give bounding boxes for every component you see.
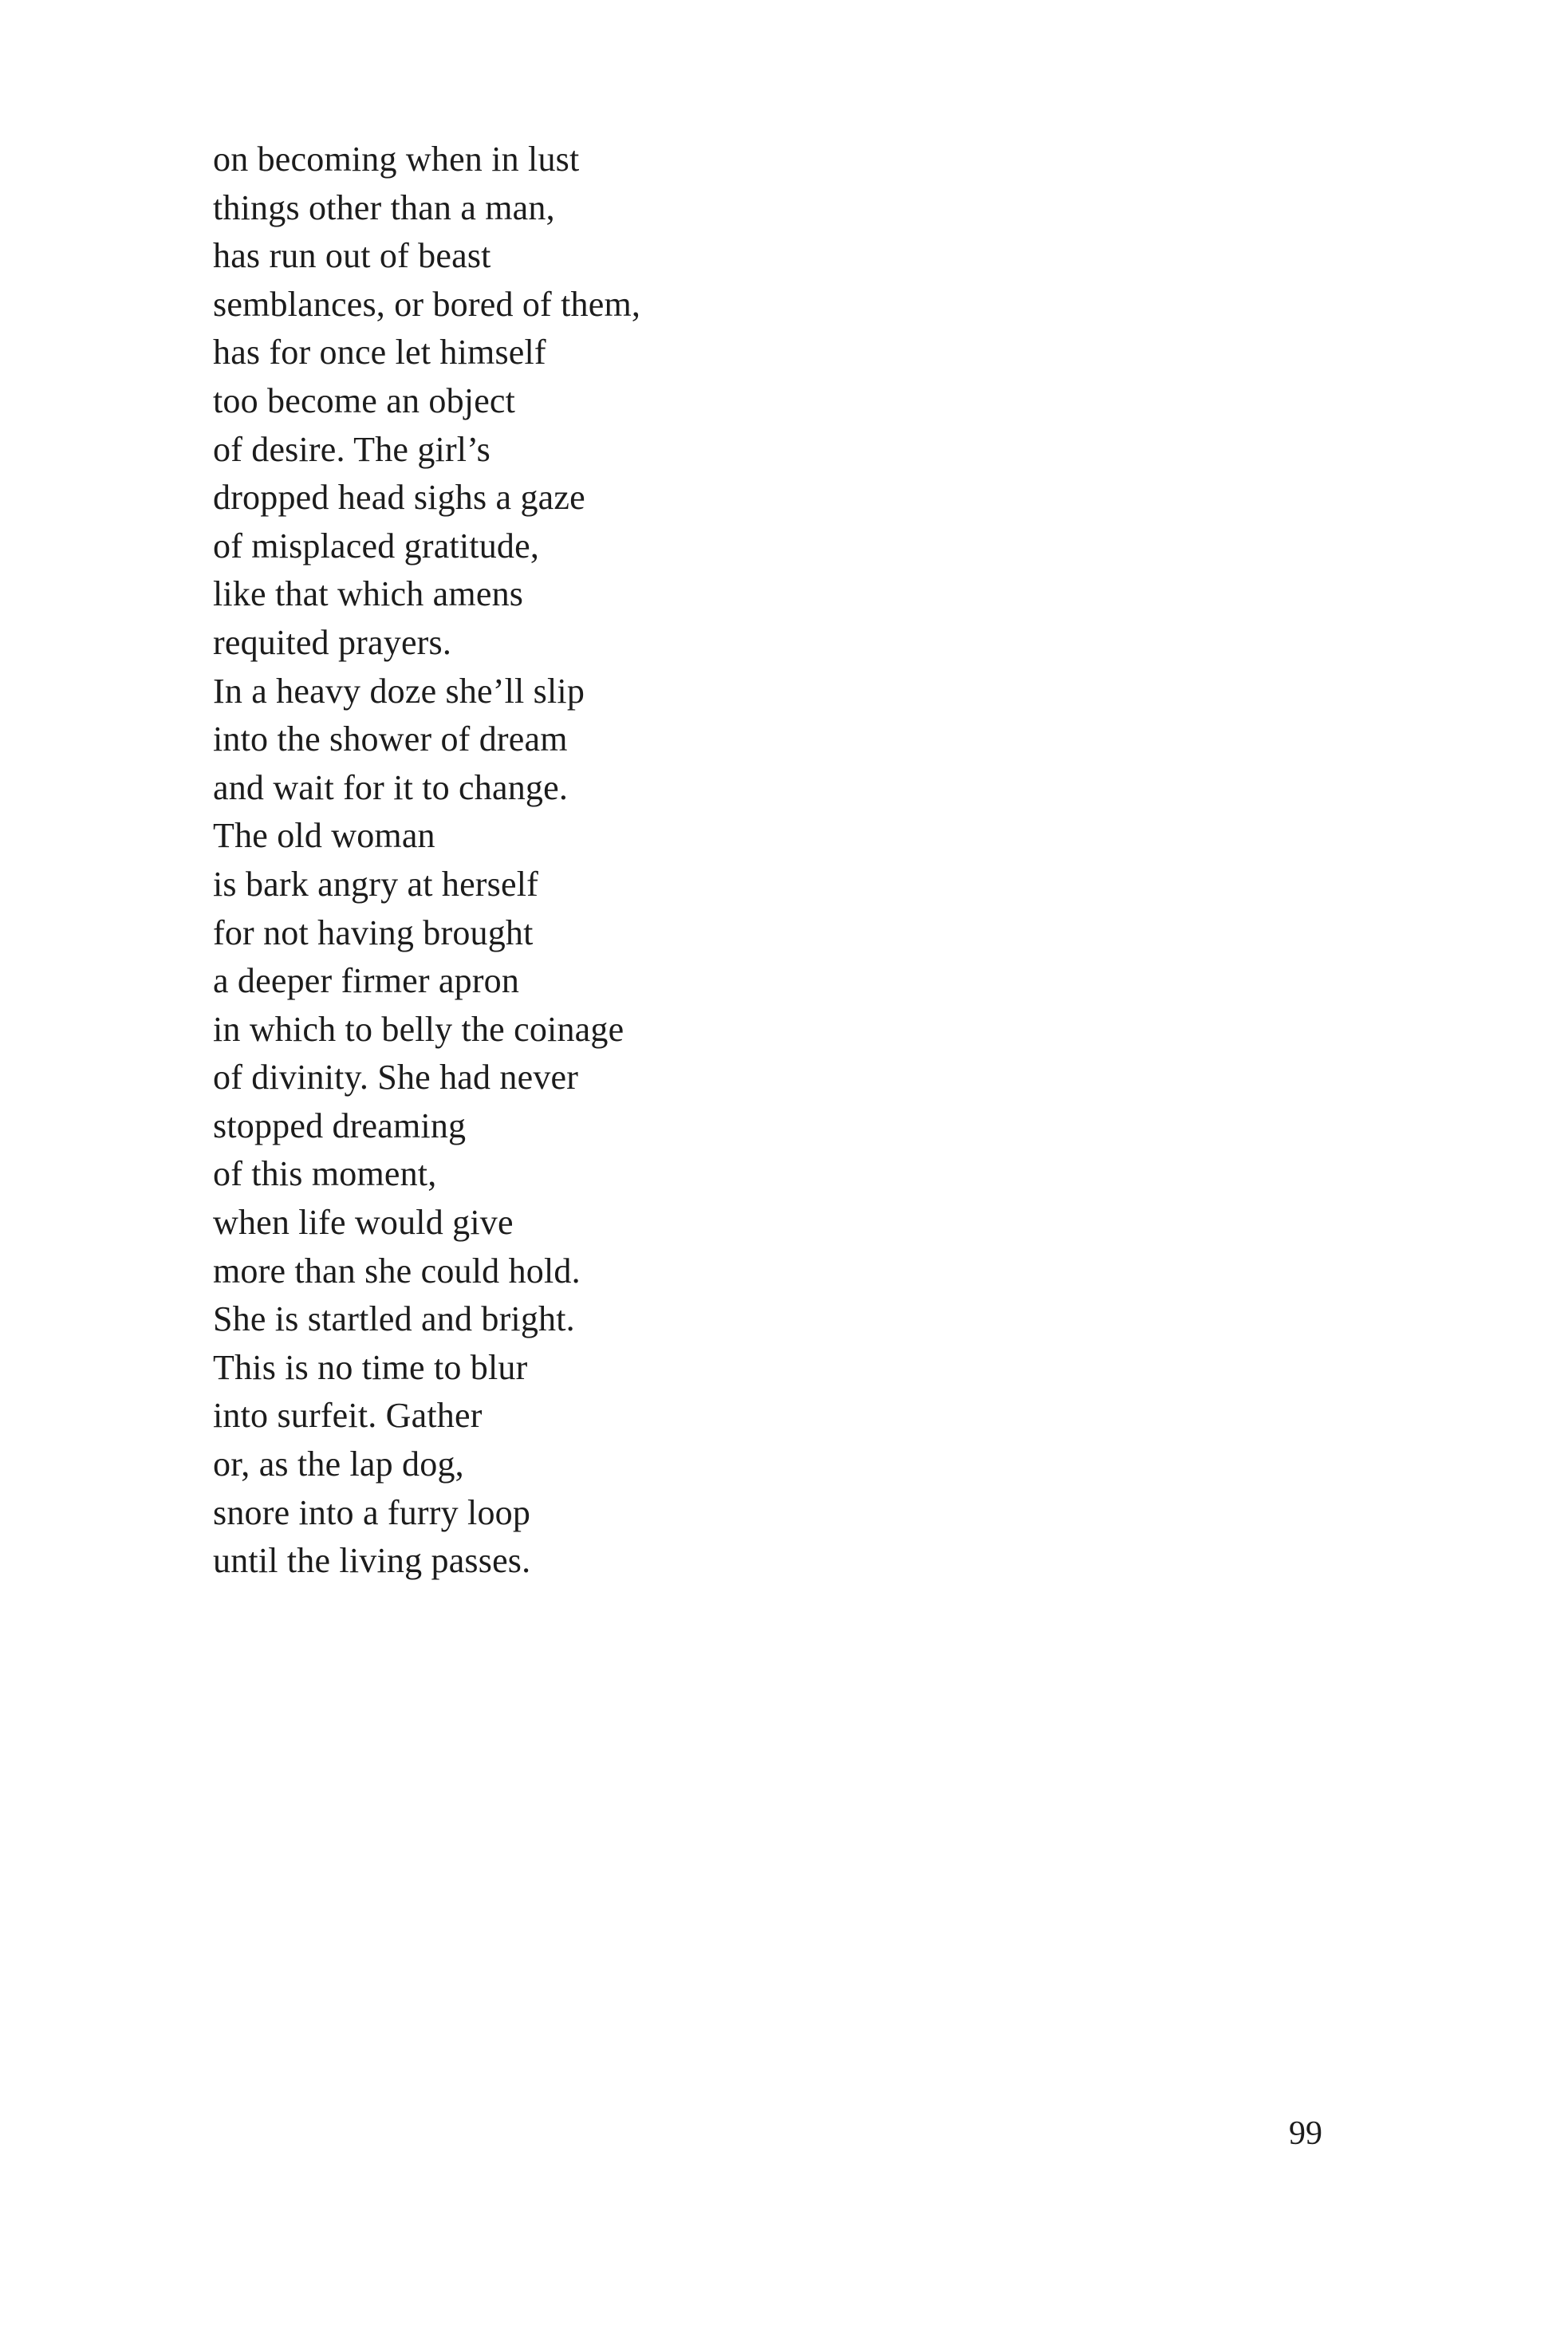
poem-line: a deeper firmer apron [213, 961, 520, 1001]
poem-text [213, 136, 1170, 1586]
poem-line: She is startled and bright. [213, 1299, 575, 1339]
poem-line: This is no time to blur [213, 1347, 528, 1387]
poem-line: has run out of beast [213, 236, 491, 276]
poem-line: of desire. The girl’s [213, 429, 490, 469]
poem-line: has for once let himself [213, 333, 546, 372]
poem-line: like that which amens [213, 574, 524, 614]
poem-line: of divinity. She had never [213, 1058, 579, 1098]
poem-line: on becoming when in lust [213, 140, 580, 179]
poem-line: snore into a furry loop [213, 1492, 531, 1532]
poem-line: The old woman [213, 816, 435, 856]
poem-line: dropped head sighs a gaze [213, 478, 585, 518]
poem-line: until the living passes. [213, 1541, 531, 1581]
poem-line: semblances, or bored of them, [213, 284, 641, 324]
poem-line: requited prayers. [213, 622, 452, 662]
poem-line: In a heavy doze she’ll slip [213, 671, 585, 711]
poem-line: of this moment, [213, 1154, 437, 1194]
page-number: 99 [1289, 2115, 1322, 2152]
poem-line: is bark angry at herself [213, 864, 538, 904]
poem-line: for not having brought [213, 912, 534, 952]
poem-line: into the shower of dream [213, 719, 568, 759]
poem-line: and wait for it to change. [213, 767, 569, 807]
poem-line: more than she could hold. [213, 1251, 581, 1291]
poem-line: when life would give [213, 1203, 514, 1243]
poem-line: things other than a man, [213, 187, 555, 227]
poem-line: too become an object [213, 380, 516, 420]
poem-line: into surfeit. Gather [213, 1396, 483, 1436]
poem-line: of misplaced gratitude, [213, 526, 540, 566]
poem-line: or, as the lap dog, [213, 1444, 464, 1484]
poem-line: stopped dreaming [213, 1105, 467, 1145]
poem-line: in which to belly the coinage [213, 1009, 624, 1049]
